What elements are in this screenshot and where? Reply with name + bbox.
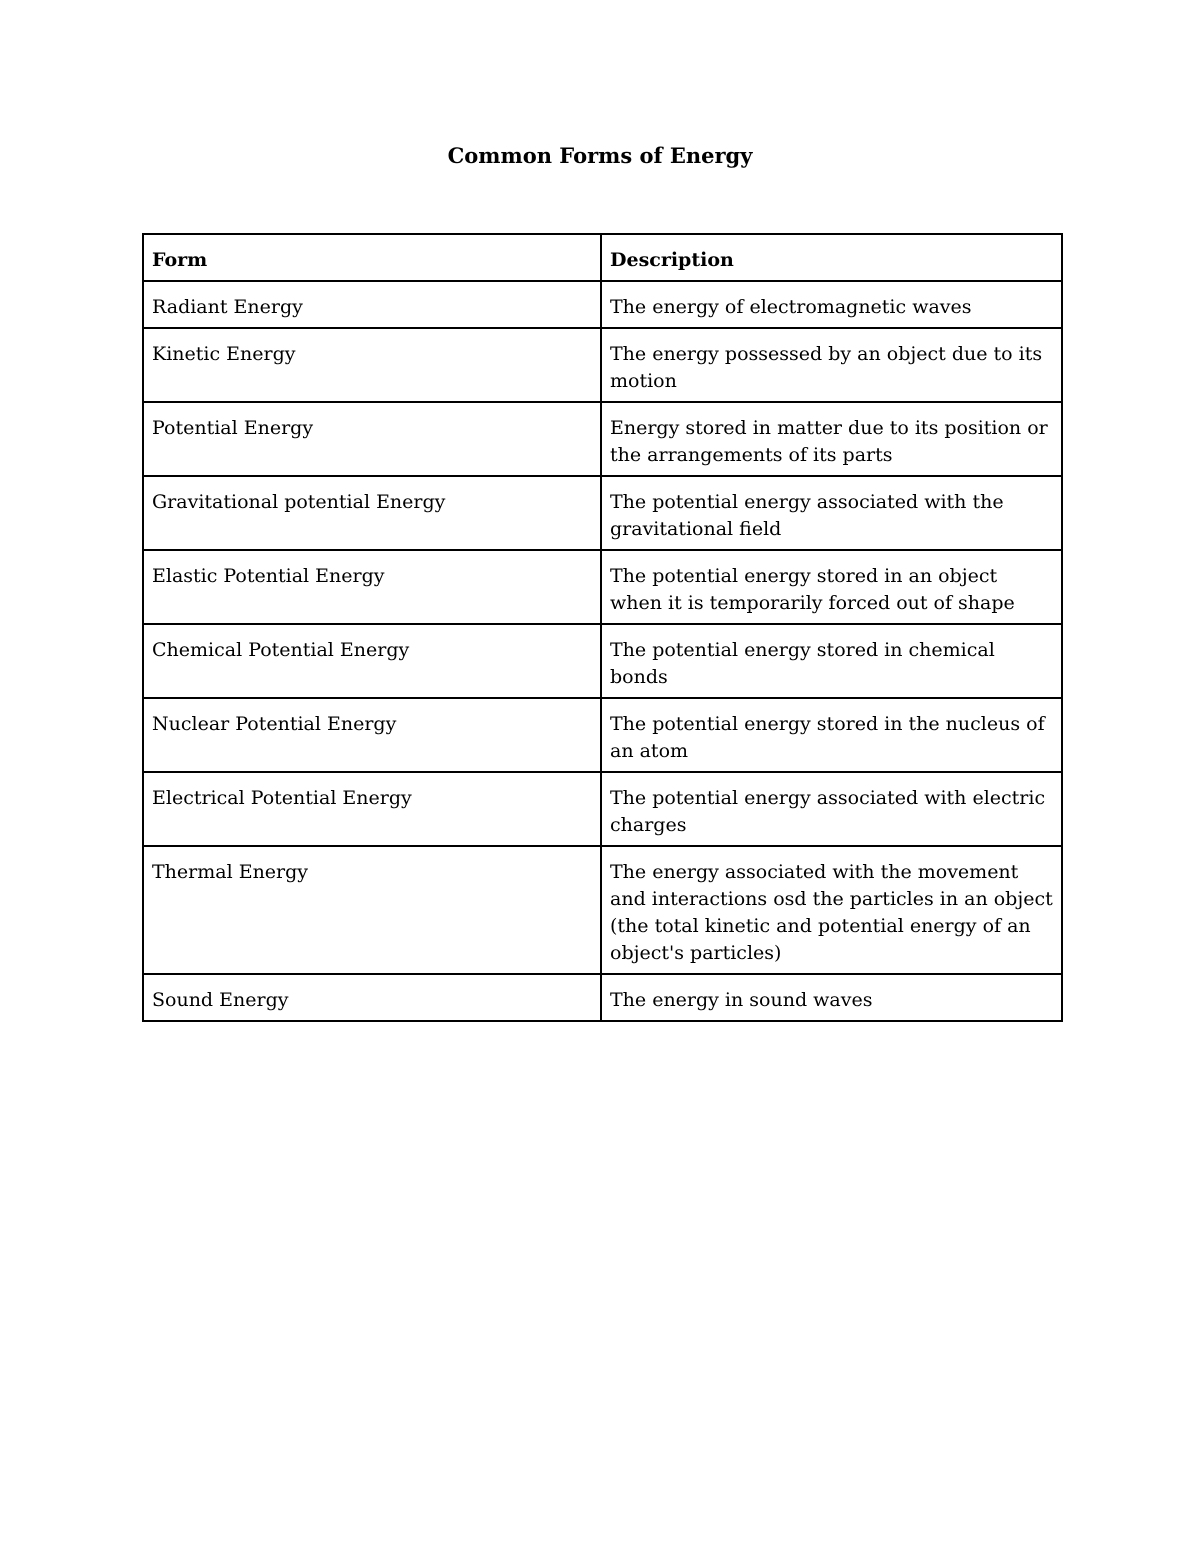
form-cell: Sound Energy	[143, 974, 601, 1021]
form-cell: Potential Energy	[143, 402, 601, 476]
column-header-description: Description	[601, 234, 1062, 281]
table-row	[143, 328, 1062, 402]
table-row	[143, 281, 1062, 328]
description-cell: Energy stored in matter due to its position or the arrangements of its parts	[601, 402, 1062, 476]
description-cell: The potential energy stored in the nucleus of an atom	[601, 698, 1062, 772]
form-cell: Electrical Potential Energy	[143, 772, 601, 846]
table-row	[143, 974, 1062, 1021]
description-cell: The energy possessed by an object due to its motion	[601, 328, 1062, 402]
description-cell: The potential energy associated with the gravitational field	[601, 476, 1062, 550]
form-cell: Radiant Energy	[143, 281, 601, 328]
table-row	[143, 772, 1062, 846]
description-cell: The energy of electromagnetic waves	[601, 281, 1062, 328]
description-cell: The energy associated with the movement and interactions osd the particles in an object (the total kinetic and potential energy of an object's particles)	[601, 846, 1062, 974]
form-cell: Chemical Potential Energy	[143, 624, 601, 698]
form-cell: Elastic Potential Energy	[143, 550, 601, 624]
description-cell: The potential energy associated with electric charges	[601, 772, 1062, 846]
form-cell: Gravitational potential Energy	[143, 476, 601, 550]
table-row	[143, 624, 1062, 698]
description-cell: The potential energy stored in chemical bonds	[601, 624, 1062, 698]
table-header-row	[143, 234, 1062, 281]
form-cell: Thermal Energy	[143, 846, 601, 974]
table-row	[143, 476, 1062, 550]
form-cell: Nuclear Potential Energy	[143, 698, 601, 772]
page-title: Common Forms of Energy	[447, 143, 753, 168]
description-cell: The potential energy stored in an object when it is temporarily forced out of shape	[601, 550, 1062, 624]
table-row	[143, 402, 1062, 476]
form-cell: Kinetic Energy	[143, 328, 601, 402]
energy-forms-table	[142, 233, 1063, 1022]
column-header-form: Form	[143, 234, 601, 281]
description-cell: The energy in sound waves	[601, 974, 1062, 1021]
table-row	[143, 846, 1062, 974]
table-row	[143, 550, 1062, 624]
table-row	[143, 698, 1062, 772]
